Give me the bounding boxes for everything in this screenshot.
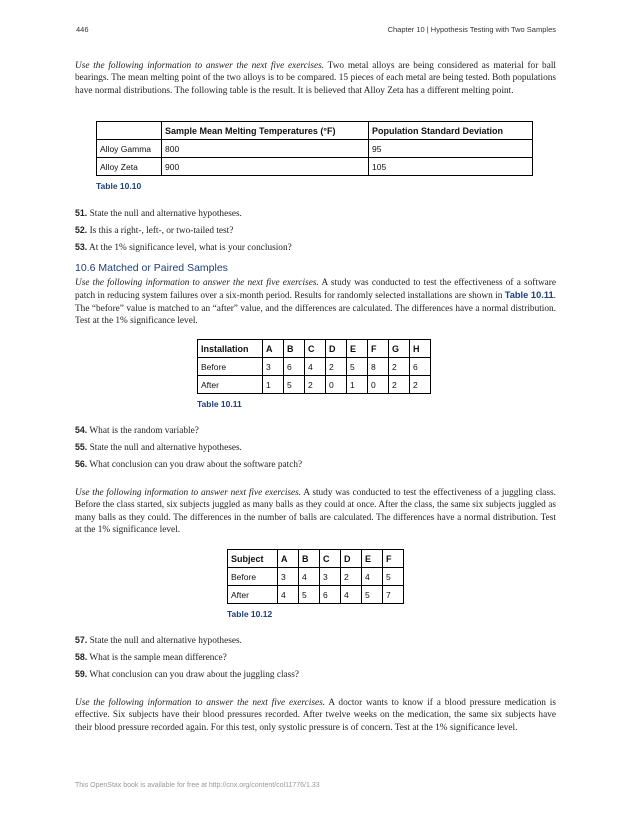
table-cell: Alloy Gamma (97, 140, 162, 158)
table-cell: 4 (341, 586, 362, 604)
table-cell: 2 (305, 376, 326, 394)
intro-text: . The “before” value is matched to an “after” value, and the differences are calculated. The differences have a normal distribution. Test at the 1% significance level. (75, 291, 556, 327)
section-title: 10.6 Matched or Paired Samples (75, 262, 228, 274)
table-cell: 900 (162, 158, 369, 176)
table-header-cell: Population Standard Deviation (369, 122, 533, 140)
exercise-item (75, 224, 233, 237)
table-cell: 4 (362, 568, 383, 586)
table-header-cell: B (284, 340, 305, 358)
table-caption: Table 10.11 (197, 399, 242, 409)
table-reference-link[interactable]: Table 10.11 (504, 290, 554, 301)
table-header-cell: A (278, 550, 299, 568)
page-number: 446 (76, 25, 89, 34)
intro-lead: Use the following information to answer the next five exercises. (75, 61, 325, 71)
table-caption: Table 10.12 (227, 609, 273, 619)
intro-text: Two metal alloys are being considered as material for ball bearings. The mean melting point of the two alloys is to be compared. 15 pieces of each metal are being tested. Both populations have normal distributions. The following table is the result. It is believed that Alloy Zeta has a different melting point. (75, 61, 556, 96)
table-cell: 5 (284, 376, 305, 394)
exercise-text: At the 1% significance level, what is your conclusion? (89, 243, 292, 253)
intro-paragraph-alloys (75, 60, 556, 97)
exercise-text: State the null and alternative hypotheses. (89, 443, 242, 453)
table-cell: 0 (326, 376, 347, 394)
table-cell: 800 (162, 140, 369, 158)
footer-note: This OpenStax book is available for free at http://cnx.org/content/col11776/1.33 (75, 782, 320, 789)
exercise-number: 51. (75, 208, 88, 218)
table-software (197, 339, 431, 394)
intro-lead: Use the following information to answer the next five exercises. (75, 278, 319, 288)
exercise-text: Is this a right-, left-, or two-tailed test? (89, 226, 234, 236)
table-cell: 2 (341, 568, 362, 586)
table-header-cell (97, 122, 162, 140)
exercise-number: 58. (75, 652, 88, 662)
exercise-number: 55. (75, 442, 88, 452)
table-cell: After (198, 376, 263, 394)
table-header-cell: D (341, 550, 362, 568)
table-header-cell: E (362, 550, 383, 568)
chapter-header: Chapter 10 | Hypothesis Testing with Two Samples (387, 25, 556, 34)
table-header-cell: F (383, 550, 404, 568)
table-header-cell: C (320, 550, 341, 568)
table-cell: 5 (362, 586, 383, 604)
table-row (97, 158, 533, 176)
table-cell: 6 (320, 586, 341, 604)
exercise-text: State the null and alternative hypotheses. (89, 209, 242, 219)
intro-lead: Use the following information to answer next five exercises. (75, 488, 302, 498)
exercise-text: What conclusion can you draw about the juggling class? (89, 670, 300, 680)
table-header-cell: D (326, 340, 347, 358)
table-cell: 1 (263, 376, 284, 394)
table-row (198, 358, 431, 376)
table-cell: Before (228, 568, 278, 586)
intro-text: A study was conducted to test the effectiveness of a juggling class. Before the class started, six subjects juggled as many balls as they could at once. After the class, the same six subjects juggled as many balls as they could. The differences in the number of balls are calculated. The differences have a normal distribution. Test at the 1% significance level. (75, 488, 556, 536)
table-cell: 2 (410, 376, 431, 394)
table-cell: 95 (369, 140, 533, 158)
table-header-cell: A (263, 340, 284, 358)
table-cell: 0 (368, 376, 389, 394)
table-row (198, 376, 431, 394)
table-header-cell: Installation (198, 340, 263, 358)
table-header-cell: B (299, 550, 320, 568)
table-cell: 5 (347, 358, 368, 376)
table-header-cell: E (347, 340, 368, 358)
table-cell: 5 (383, 568, 404, 586)
table-row (228, 586, 404, 604)
table-header-cell: Subject (228, 550, 278, 568)
table-cell: After (228, 586, 278, 604)
table-cell: 3 (278, 568, 299, 586)
table-header-cell: C (305, 340, 326, 358)
table-juggling (227, 549, 404, 604)
intro-paragraph-blood-pressure (75, 697, 556, 734)
table-cell: 8 (368, 358, 389, 376)
table-row (228, 568, 404, 586)
exercise-item (75, 207, 242, 220)
table-cell: 4 (299, 568, 320, 586)
exercise-number: 56. (75, 459, 88, 469)
table-cell: 2 (389, 376, 410, 394)
table-cell: 2 (389, 358, 410, 376)
table-cell: 2 (326, 358, 347, 376)
exercise-item (75, 241, 292, 254)
exercise-text: What conclusion can you draw about the software patch? (89, 460, 303, 470)
exercise-text: What is the sample mean difference? (89, 653, 227, 663)
exercise-number: 57. (75, 635, 88, 645)
exercise-item (75, 634, 242, 647)
exercise-item (75, 651, 227, 664)
intro-paragraph-juggling (75, 487, 556, 537)
table-cell: 5 (299, 586, 320, 604)
exercise-text: What is the random variable? (89, 426, 199, 436)
table-cell: 1 (347, 376, 368, 394)
table-cell: 6 (284, 358, 305, 376)
table-header-row (198, 340, 431, 358)
exercise-text: State the null and alternative hypotheses. (89, 636, 242, 646)
table-cell: Alloy Zeta (97, 158, 162, 176)
table-cell: 4 (305, 358, 326, 376)
table-cell: 3 (320, 568, 341, 586)
table-cell: 6 (410, 358, 431, 376)
table-cell: Before (198, 358, 263, 376)
table-caption: Table 10.10 (96, 181, 142, 191)
intro-text: A doctor wants to know if a blood pressure medication is effective. Six subjects have their blood pressures recorded. After twelve weeks on the medication, the same six subjects have their blood pressure recorded again. For this test, only systolic pressure is of concern. Test at the 1% significance level. (75, 698, 556, 733)
table-header-cell: F (368, 340, 389, 358)
table-header-row (97, 122, 533, 140)
intro-paragraph-software (75, 277, 556, 328)
exercise-item (75, 458, 302, 471)
exercise-item (75, 668, 299, 681)
table-cell: 105 (369, 158, 533, 176)
exercise-item (75, 424, 199, 437)
table-header-row (228, 550, 404, 568)
intro-text: A study was conducted to test the effectiveness of a software patch in reducing system failures over a six-month period. Results for randomly selected installations are shown in (75, 278, 557, 302)
table-header-cell: Sample Mean Melting Temperatures (°F) (162, 122, 369, 140)
exercise-number: 54. (75, 425, 88, 435)
table-header-cell: G (389, 340, 410, 358)
table-cell: 3 (263, 358, 284, 376)
intro-lead: Use the following information to answer the next five exercises. (75, 698, 326, 708)
table-header-cell: H (410, 340, 431, 358)
table-row (97, 140, 533, 158)
exercise-item (75, 441, 242, 454)
table-cell: 4 (278, 586, 299, 604)
exercise-number: 59. (75, 669, 88, 679)
exercise-number: 53. (75, 242, 88, 252)
exercise-number: 52. (75, 225, 88, 235)
table-alloys (96, 121, 533, 176)
table-cell: 7 (383, 586, 404, 604)
